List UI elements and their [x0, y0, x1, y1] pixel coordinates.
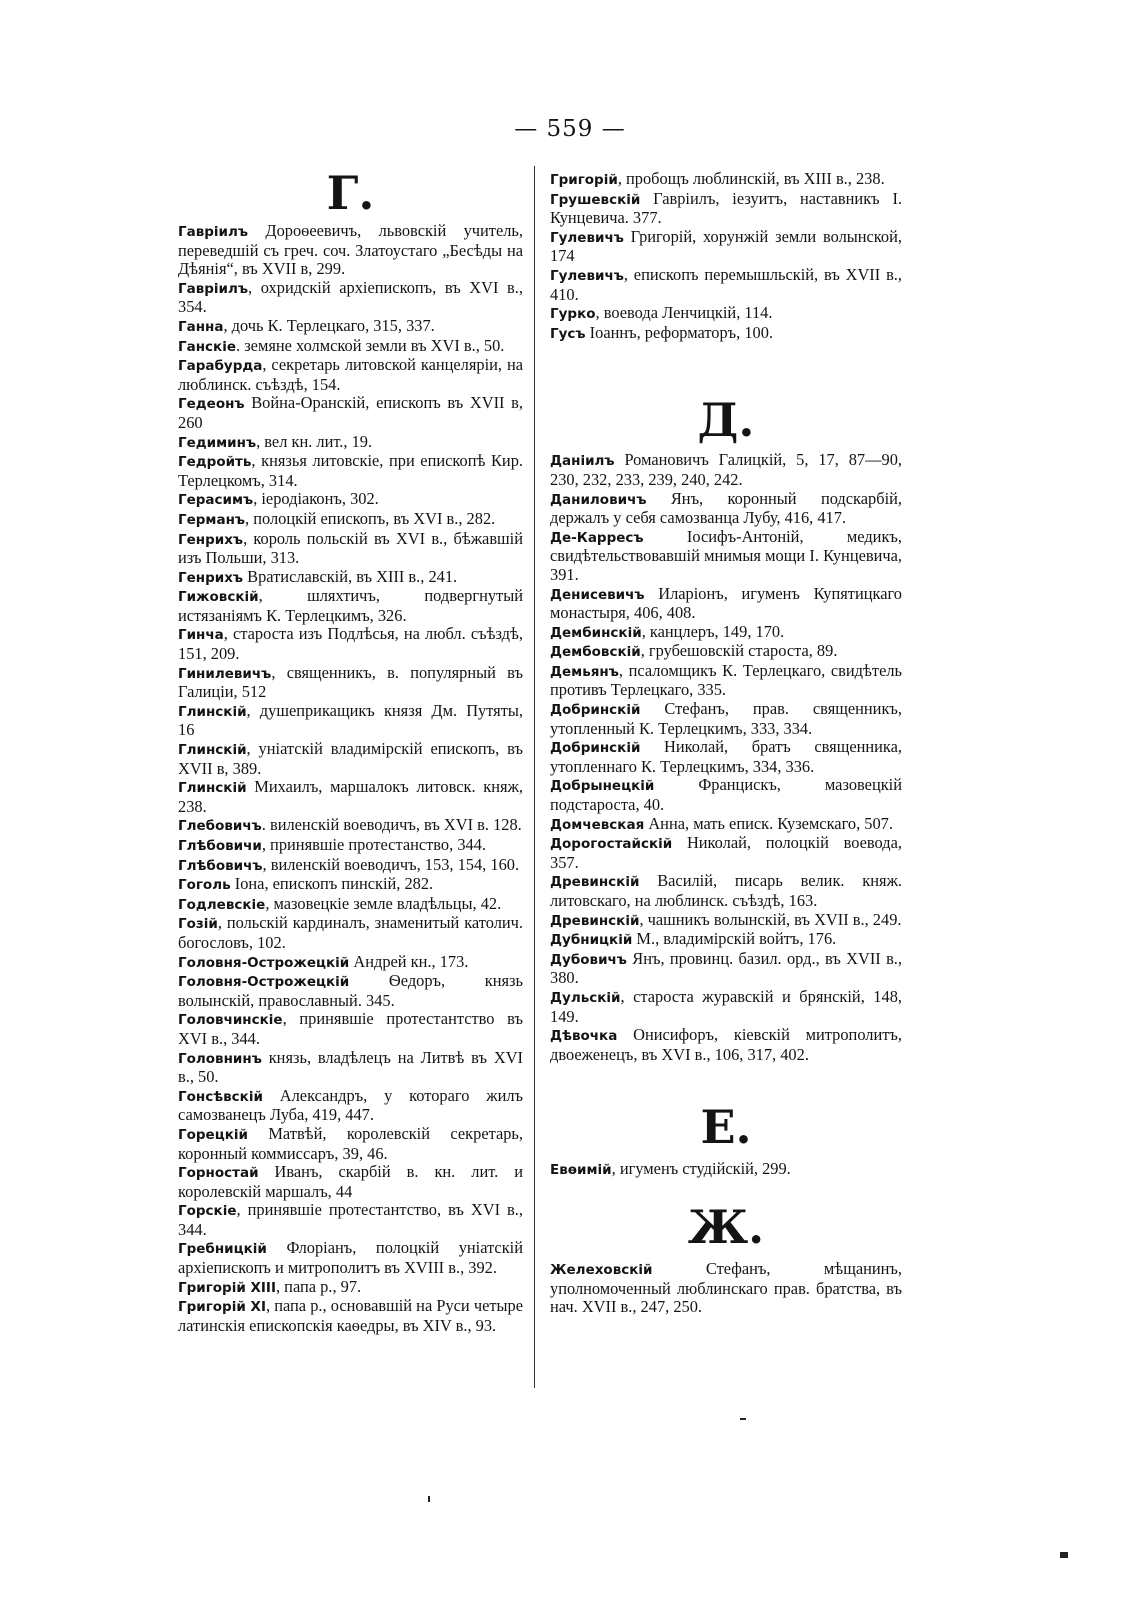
index-entry [550, 815, 902, 835]
entry-headword: Гозiй [178, 916, 218, 933]
entry-text: , священникъ, в. популярный въ Галицiи, 512 [178, 662, 523, 702]
index-entry [178, 664, 523, 702]
index-entry [550, 324, 902, 344]
entry-headword: Гарабурда [178, 358, 263, 375]
index-entry [550, 950, 902, 988]
index-entry [550, 776, 902, 814]
entry-headword: Домчевская [550, 816, 645, 833]
entry-text: Францискъ, мазовецкiй подстароста, 40. [550, 775, 902, 815]
entry-headword: Гинилевичъ [178, 665, 272, 682]
entry-headword: Дембинскiй [550, 624, 642, 641]
entry-headword: Григорiй XI [178, 1299, 266, 1316]
index-entry [550, 528, 902, 585]
d-entries [550, 451, 902, 1064]
entry-headword: Головчинскiе [178, 1012, 283, 1029]
entry-text: Николай, братъ священника, утопленнаго К. Терлецкимъ, 334, 336. [550, 737, 902, 776]
entry-headword: Гонсѣвскiй [178, 1088, 263, 1105]
entry-headword: Горецкiй [178, 1126, 248, 1143]
index-entry [178, 702, 523, 740]
entry-text: , чашникъ волынскiй, въ XVII в., 249. [639, 909, 902, 929]
index-entry [178, 740, 523, 778]
entry-text: , дочь К. Терлецкаго, 315, 337. [223, 315, 435, 335]
entry-headword: Гинча [178, 627, 224, 644]
letter-heading-d: Д. [697, 393, 755, 448]
entry-text: Михаилъ, маршалокъ литовск. княж, 238. [178, 777, 523, 816]
entry-headword: Дорогостайскiй [550, 836, 673, 853]
entry-text: Александръ, у котораго жилъ самозванецъ Луба, 419, 447. [178, 1085, 523, 1125]
entry-text: Вратиславскiй, въ XIII в., 241. [243, 566, 458, 586]
index-entry [550, 304, 902, 324]
index-entry [550, 642, 902, 662]
entry-headword: Горскiе [178, 1203, 237, 1220]
entry-headword: Германъ [178, 511, 246, 528]
index-entry [178, 587, 523, 625]
index-entry [178, 836, 523, 856]
index-entry [178, 510, 523, 530]
index-entry [178, 1049, 523, 1087]
index-entry [178, 1278, 523, 1298]
index-entry [550, 623, 902, 643]
entry-text: , принявшiе протестанство, 344. [261, 835, 487, 854]
entry-headword: Гусъ [550, 325, 586, 342]
entry-text: , виленскiй воеводичъ, 153, 154, 160. [262, 854, 520, 874]
index-entry [178, 1010, 523, 1048]
index-entry [178, 1239, 523, 1277]
entry-headword: Головнинъ [178, 1050, 262, 1067]
index-entry [178, 337, 523, 357]
e-entries [550, 1160, 902, 1180]
entry-text: , король польскiй въ XVI в., бѣжавшiй изъ Польши, 313. [178, 528, 523, 568]
index-entry [178, 1087, 523, 1125]
entry-text: Война-Оранскiй, епископъ въ XVII в, 260 [178, 393, 523, 432]
entry-text: , пробощъ люблинскiй, въ XIII в., 238. [617, 169, 885, 188]
index-entry [178, 530, 523, 568]
entry-headword: Денисевичъ [550, 586, 645, 603]
entry-headword: Глѣбовичи [178, 838, 262, 854]
entry-headword: Евѳимiй [550, 1162, 612, 1179]
entry-headword: Генрихъ [178, 569, 244, 586]
entry-headword: Дѣвочка [550, 1028, 618, 1045]
entry-text: Iосифъ-Антонiй, медикъ, свидѣтельствовавшiй мнимыя мощи I. Кунцевича, 391. [550, 526, 902, 584]
entry-text: Дороѳеевичъ, львовскiй учитель, переведшiй съ греч. соч. Златоустаго „Бесѣды на Дѣянiя“, въ XVII в, 299. [178, 221, 523, 279]
index-entry [550, 911, 902, 931]
entry-text: М., владимiрскiй войтъ, 176. [632, 929, 837, 949]
entry-text: Янъ, провинц. базил. орд., въ XVII в., 380. [550, 948, 902, 988]
index-entry [550, 834, 902, 872]
entry-text: , псаломщикъ К. Терлецкаго, свидѣтель противъ Терлецкаго, 335. [550, 660, 902, 700]
entry-text: Iона, епископъ пинскiй, 282. [230, 874, 434, 894]
entry-headword: Данiилъ [550, 453, 615, 470]
index-entry [550, 266, 902, 304]
entry-text: , охридскiй архiепископъ, въ XVI в., 354. [178, 277, 523, 317]
right-column [550, 170, 902, 1317]
entry-text: , грубешовскiй староста, 89. [640, 641, 838, 661]
entry-headword: Добринскiй [550, 702, 641, 719]
entry-text: , староста изъ Подлѣсья, на любл. съѣздѣ, 151, 209. [178, 624, 523, 664]
entry-text: , польскiй кардиналъ, знаменитый католич. богословъ, 102. [178, 913, 523, 952]
entry-headword: Гедеонъ [178, 396, 245, 413]
entry-text: Стефанъ, прав. священникъ, утопленный К. Терлецкимъ, 333, 334. [550, 699, 902, 738]
entry-text: , князья литовскiе, при епископѣ Кир. Терлецкомъ, 314. [178, 451, 523, 490]
index-entry [178, 875, 523, 895]
index-entry [178, 356, 523, 394]
entry-text: , душеприкащикъ князя Дм. Путяты, 16 [178, 700, 523, 740]
print-speck [428, 1496, 430, 1502]
index-entry [550, 190, 902, 228]
entry-headword: Головня-Острожецкiй [178, 954, 350, 971]
entry-text: , iеродiаконъ, 302. [253, 489, 379, 509]
entry-text: , шляхтичъ, подвергнутый истязанiямъ К. Терлецкимъ, 326. [178, 586, 523, 625]
entry-text: , принявшiе протестантство, въ XVI в., 344. [178, 1200, 523, 1239]
entry-headword: Глинскiй [178, 742, 247, 759]
entry-text: Иларiонъ, игуменъ Купятицкаго монастыря, 406, 408. [550, 583, 902, 623]
entry-headword: Горностай [178, 1165, 259, 1182]
entry-headword: Глинскiй [178, 703, 247, 720]
entry-headword: Дембовскiй [550, 644, 641, 661]
letter-heading-g: Г. [326, 166, 375, 220]
entry-headword: Гедройть [178, 454, 252, 471]
entry-text: , папа р., основавшiй на Руси четыре латинскiя епископскiя каѳедры, въ XIV в., 93. [178, 1296, 523, 1335]
entry-headword: Ганна [178, 318, 224, 335]
entry-headword: Гоголь [178, 877, 231, 894]
entry-headword: Гижовскiй [178, 589, 259, 606]
entry-headword: Дульскiй [550, 989, 621, 1006]
letter-heading-e: Е. [700, 1100, 752, 1155]
entry-text: Григорiй, хорунжiй земли волынской, 174 [550, 226, 902, 266]
index-entry [178, 568, 523, 588]
entry-headword: Гулевичъ [550, 229, 624, 246]
entry-text: , полоцкiй епископъ, въ XVI в., 282. [245, 508, 496, 528]
entry-text: , секретарь литовской канцелярiи, на люблинск. съѣздѣ, 154. [178, 355, 523, 394]
index-entry [178, 452, 523, 490]
entry-text: , игуменъ студiйскiй, 299. [611, 1159, 791, 1179]
entry-text: . виленскiй воеводичъ, въ XVI в. 128. [261, 815, 522, 835]
index-entry [178, 222, 523, 279]
index-entry [550, 1260, 902, 1317]
entry-text: Iоаннъ, реформаторъ, 100. [585, 322, 774, 342]
index-entry [550, 738, 902, 776]
entry-text: Романовичъ Галицкiй, 5, 17, 87—90, 230, 232, 233, 239, 240, 242. [550, 450, 902, 489]
entry-text: Стефанъ, мѣщанинъ, уполномоченный люблинскаго прав. братства, въ нач. XVII в., 247, 250. [550, 1258, 902, 1317]
index-entry [178, 490, 523, 510]
index-entry [178, 625, 523, 663]
column-divider [534, 166, 535, 1388]
entry-headword: Гребницкiй [178, 1241, 267, 1258]
index-entry [550, 228, 902, 266]
entry-headword: Годлевскiе [178, 896, 266, 913]
index-entry [178, 953, 523, 973]
index-entry [178, 1201, 523, 1239]
entry-text: Анна, мать еписк. Куземскаго, 507. [644, 813, 893, 833]
index-entry [178, 778, 523, 816]
entry-text: , папа р., 97. [275, 1276, 362, 1296]
index-entry [178, 816, 523, 836]
entry-headword: Древинскiй [550, 912, 640, 929]
entry-headword: Генрихъ [178, 531, 244, 548]
entry-headword: Дубовичъ [550, 951, 627, 968]
index-entry [178, 914, 523, 952]
index-entry [550, 490, 902, 528]
entry-headword: Желеховскiй [550, 1261, 653, 1278]
left-entries [178, 222, 523, 1335]
entry-text: , епископъ перемышльскiй, въ XVII в., 410. [550, 264, 902, 304]
entry-text: . земяне холмской земли въ XVI в., 50. [236, 335, 505, 355]
entry-text: , мазовецкiе земле владѣльцы, 42. [265, 893, 502, 913]
entry-text: , вел кн. лит., 19. [256, 431, 373, 451]
entry-headword: Добринскiй [550, 740, 641, 757]
index-entry [178, 279, 523, 317]
index-entry [178, 1163, 523, 1201]
index-entry [178, 1297, 523, 1335]
entry-headword: Грушевскiй [550, 191, 641, 208]
entry-text: Янъ, коронный подскарбiй, держалъ у себя самозванца Лубу, 416, 417. [550, 488, 902, 528]
entry-headword: Григорiй [550, 172, 618, 188]
index-entry [178, 433, 523, 453]
entry-headword: Гедиминъ [178, 434, 257, 451]
index-entry [178, 856, 523, 876]
entry-headword: Добрынецкiй [550, 778, 655, 795]
entry-text: Иванъ, скарбiй в. кн. лит. и королевскiй маршалъ, 44 [178, 1162, 523, 1201]
index-entry [550, 170, 902, 190]
entry-headword: Григорiй XIII [178, 1279, 276, 1296]
index-entry [550, 872, 902, 910]
entry-headword: Древинскiй [550, 874, 640, 891]
entry-text: , принявшiе протестантство въ XVI в., 344. [178, 1009, 523, 1048]
entry-headword: Гаврiилъ [178, 224, 249, 240]
entry-headword: Гулевичъ [550, 267, 624, 284]
index-entry [550, 1026, 902, 1064]
index-entry [550, 930, 902, 950]
entry-text: Онисифоръ, кiевскiй митрополитъ, двоеженецъ, въ XVI в., 106, 317, 402. [550, 1025, 902, 1064]
print-speck [1060, 1552, 1068, 1558]
left-column [178, 168, 523, 1335]
entry-headword: Даниловичъ [550, 491, 647, 508]
entry-text: Гаврiилъ, iезуитъ, наставникъ I. Кунцевича. 377. [550, 188, 902, 228]
entry-headword: Гаврiилъ [178, 280, 249, 297]
entry-headword: Герасимъ [178, 492, 254, 509]
index-entry [550, 988, 902, 1026]
entry-text: Василiй, писарь велик. княж. литовскаго, на люблинск. съѣздѣ, 163. [550, 871, 902, 910]
index-entry [550, 451, 902, 489]
entry-text: , унiатскiй владимiрскiй епископъ, въ XVII в, 389. [178, 739, 523, 778]
entry-text: Николай, полоцкiй воевода, 357. [550, 833, 902, 872]
entry-headword: Головня-Острожецкiй [178, 974, 350, 991]
index-entry [178, 317, 523, 337]
entry-text: Матвѣй, королевскiй секретарь, коронный коммиссаръ, 39, 46. [178, 1123, 523, 1163]
index-entry [178, 1125, 523, 1163]
entry-headword: Ганскiе [178, 338, 236, 355]
index-entry [550, 662, 902, 700]
entry-text: Флорiанъ, полоцкiй унiатскiй архiепископъ и митрополитъ въ XVIII в., 392. [178, 1238, 523, 1278]
index-entry [550, 585, 902, 623]
print-speck [740, 1418, 746, 1420]
entry-text: князь, владѣлецъ на Литвѣ въ XVI в., 50. [178, 1047, 523, 1087]
letter-heading-zh: Ж. [687, 1199, 765, 1254]
entry-headword: Глинскiй [178, 780, 247, 797]
entry-headword: Дубницкiй [550, 932, 633, 949]
entry-text: , канцлеръ, 149, 170. [641, 621, 785, 641]
entry-text: Андрей кн., 173. [349, 951, 469, 971]
g-entries-continued [550, 170, 902, 343]
index-entry [178, 895, 523, 915]
entry-text: , воевода Ленчицкiй, 114. [595, 303, 773, 323]
index-entry [550, 1160, 902, 1180]
entry-text: , староста журавскiй и брянскiй, 148, 149. [550, 986, 902, 1026]
entry-text: Ѳедоръ, князь волынскiй, православный. 345. [178, 971, 523, 1010]
entry-headword: Де-Карресъ [550, 529, 644, 546]
zh-entries [550, 1260, 902, 1317]
entry-headword: Глебовичъ [178, 818, 262, 835]
entry-headword: Глѣбовичъ [178, 857, 263, 874]
entry-headword: Демьянъ [550, 663, 619, 680]
index-entry [178, 972, 523, 1010]
entry-headword: Гурко [550, 306, 596, 323]
index-entry [178, 394, 523, 432]
index-entry [550, 700, 902, 738]
page-number: — 559 — [514, 116, 626, 142]
